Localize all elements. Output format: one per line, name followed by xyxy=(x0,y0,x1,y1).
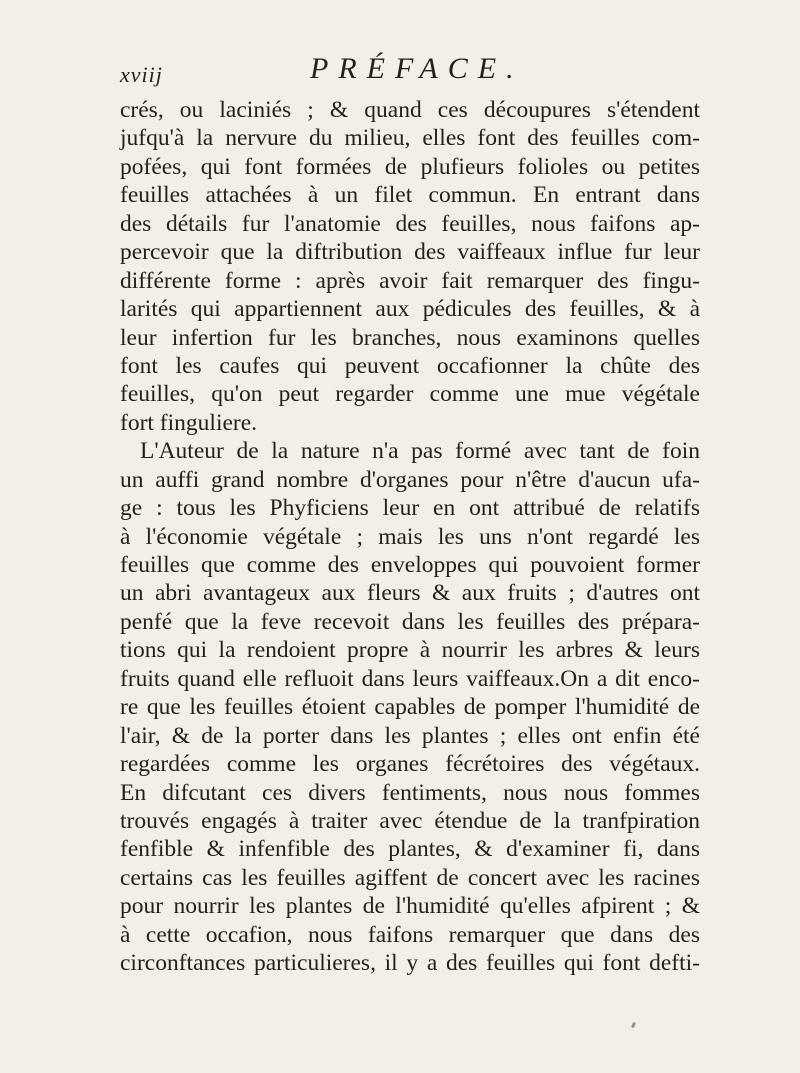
text-line: des détails fur l'anatomie des feuilles, nous faifons ap- xyxy=(120,210,700,237)
text-line: jufqu'à la nervure du milieu, elles font des feuilles com- xyxy=(120,125,700,152)
text-line: font les caufes qui peuvent occafionner la chûte des xyxy=(120,352,700,379)
text-line: tions qui la rendoient propre à nourrir les arbres & leurs xyxy=(120,637,700,664)
text-line: à cette occafion, nous faifons remarquer que dans des xyxy=(120,921,700,948)
text-line: trouvés engagés à traiter avec étendue de la tranfpiration xyxy=(120,807,700,834)
text-line: certains cas les feuilles agiffent de concert avec les racines xyxy=(120,864,700,891)
text-line: feuilles, qu'on peut regarder comme une mue végétale xyxy=(120,381,700,408)
text-line: re que les feuilles étoient capables de pomper l'humidité de xyxy=(120,694,700,721)
text-line: percevoir que la diftribution des vaiffeaux influe fur leur xyxy=(120,239,700,266)
text-line: un abri avantageux aux fleurs & aux fruits ; d'autres ont xyxy=(120,580,700,607)
text-line: à l'économie végétale ; mais les uns n'ont regardé les xyxy=(120,523,700,550)
paragraph-start-line: L'Auteur de la nature n'a pas formé avec tant de foin xyxy=(140,438,700,465)
text-line: fruits quand elle refluoit dans leurs vaiffeaux.On a dit enco- xyxy=(120,665,700,692)
text-line: penfé que la feve recevoit dans les feuilles des prépara- xyxy=(120,608,700,635)
text-line: l'air, & de la porter dans les plantes ; elles ont enfin été xyxy=(120,722,700,749)
text-line: fenfible & infenfible des plantes, & d'examiner fi, dans xyxy=(120,836,700,863)
page-number: xviij xyxy=(120,62,163,87)
body-text xyxy=(120,96,700,978)
text-line: regardées comme les organes fécrétoires des végétaux. xyxy=(120,751,700,778)
text-line: feuilles que comme des enveloppes qui pouvoient former xyxy=(120,552,700,578)
paragraph-end-line: fort finguliere. xyxy=(120,409,258,436)
text-line: larités qui appartiennent aux pédicules des feuilles, & à xyxy=(120,296,700,323)
text-line: feuilles attachées à un filet commun. En entrant dans xyxy=(120,182,700,209)
text-line: crés, ou laciniés ; & quand ces découpures s'étendent xyxy=(120,97,700,123)
text-line: pour nourrir les plantes de l'humidité qu'elles afpirent ; & xyxy=(120,893,700,920)
page-header xyxy=(120,52,700,92)
text-line: circonftances particulieres, il y a des feuilles qui font defti- xyxy=(120,950,700,977)
running-title: PRÉFACE. xyxy=(310,52,524,85)
paper-speck xyxy=(631,1022,636,1029)
text-line: pofées, qui font formées de plufieurs folioles ou petites xyxy=(120,153,700,180)
text-line: En difcutant ces divers fentiments, nous nous fommes xyxy=(120,779,700,806)
text-line: un auffi grand nombre d'organes pour n'être d'aucun ufa- xyxy=(120,466,700,493)
text-line: ge : tous les Phyficiens leur en ont attribué de relatifs xyxy=(120,495,700,522)
text-line: différente forme : après avoir fait remarquer des fingu- xyxy=(120,267,700,294)
text-line: leur infertion fur les branches, nous examinons quelles xyxy=(120,324,700,351)
